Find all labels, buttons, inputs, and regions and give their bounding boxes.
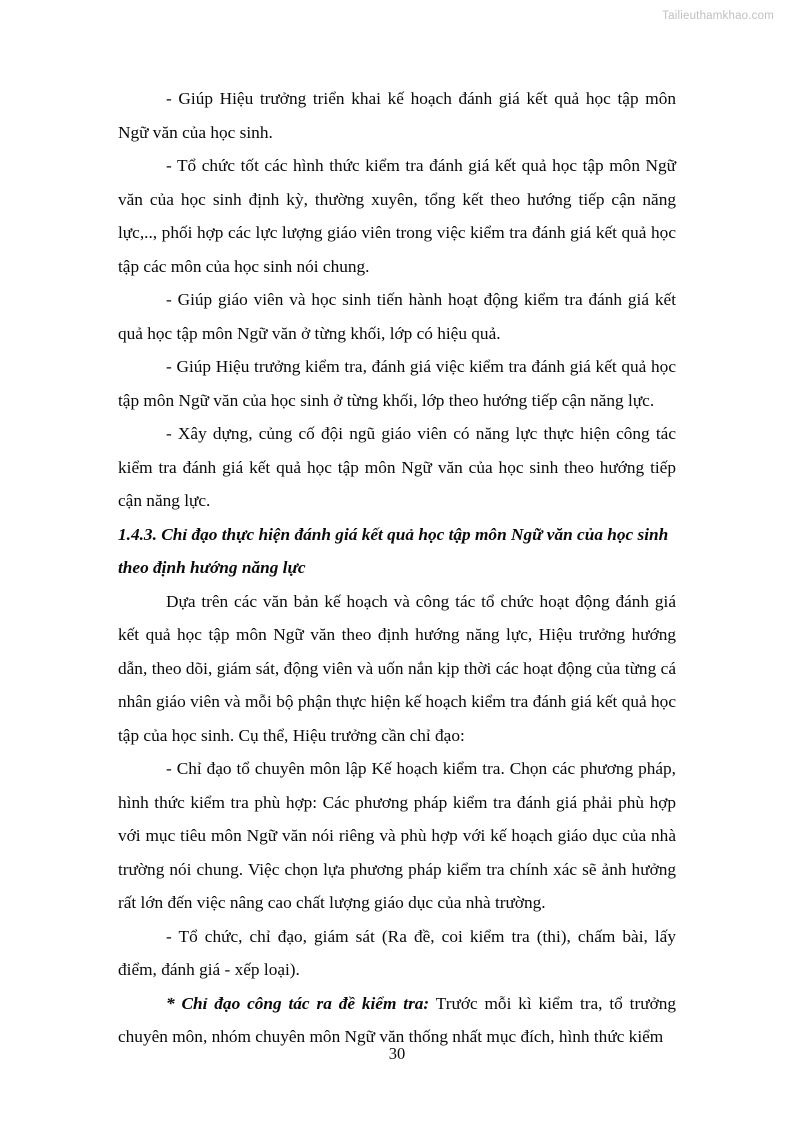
paragraph-bullet-3: - Giúp giáo viên và học sinh tiến hành hoạt động kiểm tra đánh giá kết quả học tập môn Ngữ văn ở từng khối, lớp có hiệu quả. bbox=[118, 290, 676, 343]
paragraph-bullet-7: - Tổ chức, chỉ đạo, giám sát (Ra đề, coi kiểm tra (thi), chấm bài, lấy điểm, đánh giá - xếp loại). bbox=[118, 926, 676, 979]
paragraph-bullet-5: - Xây dựng, củng cố đội ngũ giáo viên có năng lực thực hiện công tác kiểm tra đánh giá kết quả học tập môn Ngữ văn của học sinh theo hướng tiếp cận năng lực. bbox=[118, 424, 676, 510]
inline-emphasis-ra-de: * Chỉ đạo công tác ra đề kiểm tra: bbox=[166, 993, 430, 1013]
watermark-text: Tailieuthamkhao.com bbox=[662, 10, 774, 22]
paragraph-bullet-4: - Giúp Hiệu trưởng kiểm tra, đánh giá việc kiểm tra đánh giá kết quả học tập môn Ngữ văn của học sinh ở từng khối, lớp theo hướng tiếp cận năng lực. bbox=[118, 357, 676, 410]
inline-text-ra-de: Trước mỗi kì kiểm tra, tổ trưởng chuyên môn, nhóm chuyên môn Ngữ văn thống nhất mục đích, hình thức kiểm bbox=[118, 993, 676, 1046]
paragraph-body-1: Dựa trên các văn bản kế hoạch và công tác tổ chức hoạt động đánh giá kết quả học tập môn Ngữ văn theo định hướng năng lực, Hiệu trưởng hướng dẫn, theo dõi, giám sát, động viên và uốn nắn kịp thời các hoạt động của từng cá nhân giáo viên và mỗi bộ phận thực hiện kế hoạch kiểm tra đánh giá kết quả học tập của học sinh. Cụ thể, Hiệu trưởng cần chỉ đạo: bbox=[118, 591, 676, 745]
paragraph-bullet-6: - Chỉ đạo tổ chuyên môn lập Kế hoạch kiểm tra. Chọn các phương pháp, hình thức kiểm tra phù hợp: Các phương pháp kiểm tra đánh giá phải phù hợp với mục tiêu môn Ngữ văn nói riêng và phù hợp với kế hoạch giáo dục của nhà trường nói chung. Việc chọn lựa phương pháp kiểm tra chính xác sẽ ảnh hưởng rất lớn đến việc nâng cao chất lượng giáo dục của nhà trường. bbox=[118, 759, 676, 912]
page-number: 30 bbox=[388, 1044, 406, 1063]
document-body bbox=[118, 82, 676, 1054]
paragraph-bullet-2: - Tổ chức tốt các hình thức kiểm tra đánh giá kết quả học tập môn Ngữ văn của học sinh định kỳ, thường xuyên, tổng kết theo hướng tiếp cận năng lực,.., phối hợp các lực lượng giáo viên trong việc kiểm tra đánh giá kết quả học tập các môn của học sinh nói chung. bbox=[118, 156, 676, 276]
section-heading-1-4-3: 1.4.3. Chỉ đạo thực hiện đánh giá kết quả học tập môn Ngữ văn của học sinh theo định hướng năng lực bbox=[118, 524, 669, 577]
paragraph-bullet-1: - Giúp Hiệu trưởng triển khai kế hoạch đánh giá kết quả học tập môn Ngữ văn của học sinh. bbox=[118, 89, 676, 142]
